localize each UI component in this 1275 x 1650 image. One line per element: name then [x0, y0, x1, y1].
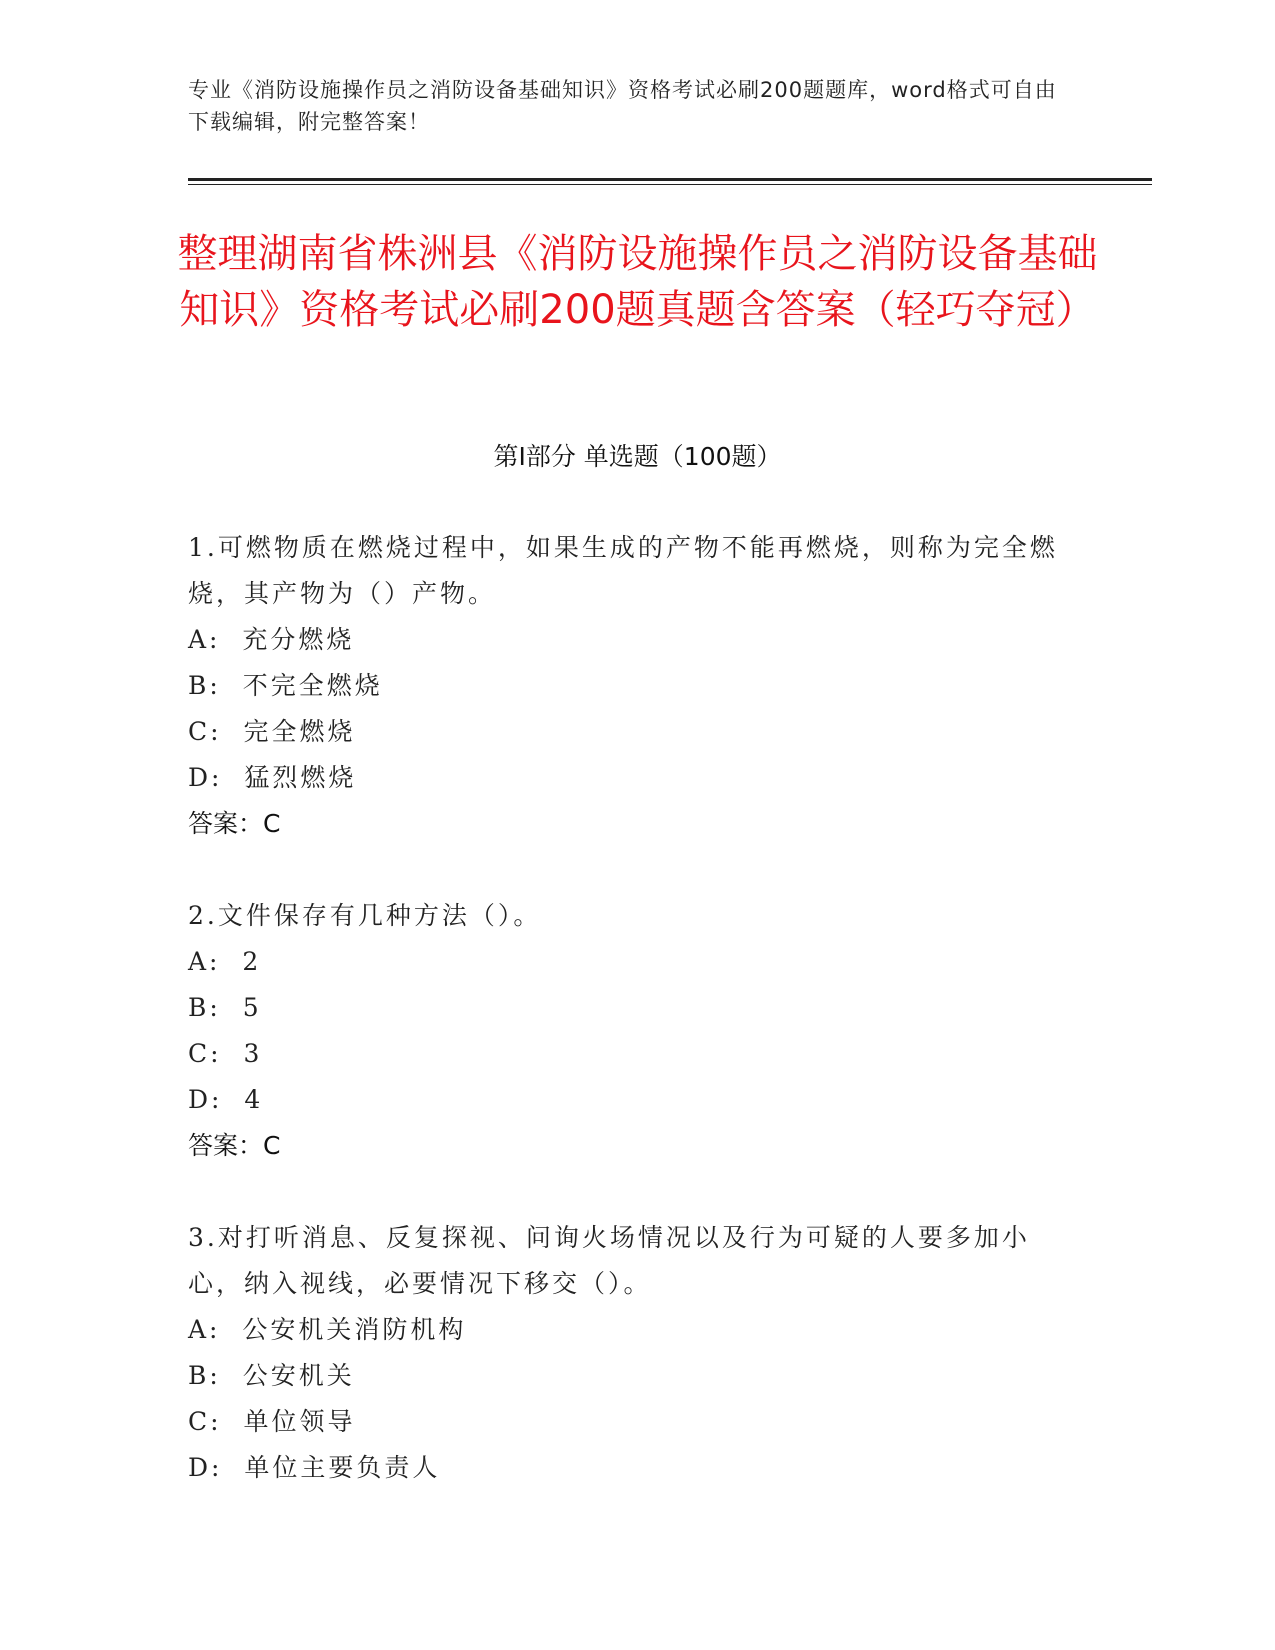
question-stem: 3.对打听消息、反复探视、问询火场情况以及行为可疑的人要多加小心，纳入视线，必要情况下移交（）。 — [188, 1223, 1030, 1298]
header-note: 专业《消防设施操作员之消防设备基础知识》资格考试必刷200题题库，word格式可自由下载编辑，附完整答案！ — [188, 78, 1057, 134]
header-divider — [188, 178, 1152, 181]
answer-line: 答案：C — [188, 809, 281, 838]
option-b: B: 5 — [188, 993, 262, 1022]
option-d: D: 猛烈燃烧 — [188, 763, 357, 792]
question-3 — [188, 1215, 1068, 1491]
option-c: C: 完全燃烧 — [188, 717, 356, 746]
question-list — [188, 525, 1068, 1537]
option-c: C: 3 — [188, 1039, 263, 1068]
option-a: A: 充分燃烧 — [188, 625, 355, 654]
answer-line: 答案：C — [188, 1131, 281, 1160]
header-divider-thin — [188, 184, 1152, 185]
option-a: A: 公安机关消防机构 — [188, 1315, 467, 1344]
question-stem: 1.可燃物质在燃烧过程中，如果生成的产物不能再燃烧，则称为完全燃烧，其产物为（）产物。 — [188, 533, 1058, 608]
section-heading: 第Ⅰ部分 单选题（100题） — [493, 442, 782, 471]
option-b: B: 公安机关 — [188, 1361, 355, 1390]
option-c: C: 单位领导 — [188, 1407, 356, 1436]
question-2 — [188, 893, 1068, 1169]
question-stem: 2.文件保存有几种方法（）。 — [188, 901, 542, 930]
question-1 — [188, 525, 1068, 847]
option-b: B: 不完全燃烧 — [188, 671, 383, 700]
option-a: A: 2 — [188, 947, 262, 976]
document-title: 整理湖南省株洲县《消防设施操作员之消防设备基础知识》资格考试必刷200题真题含答案（轻巧夺冠） — [177, 231, 1098, 333]
option-d: D: 单位主要负责人 — [188, 1453, 441, 1482]
option-d: D: 4 — [188, 1085, 264, 1114]
